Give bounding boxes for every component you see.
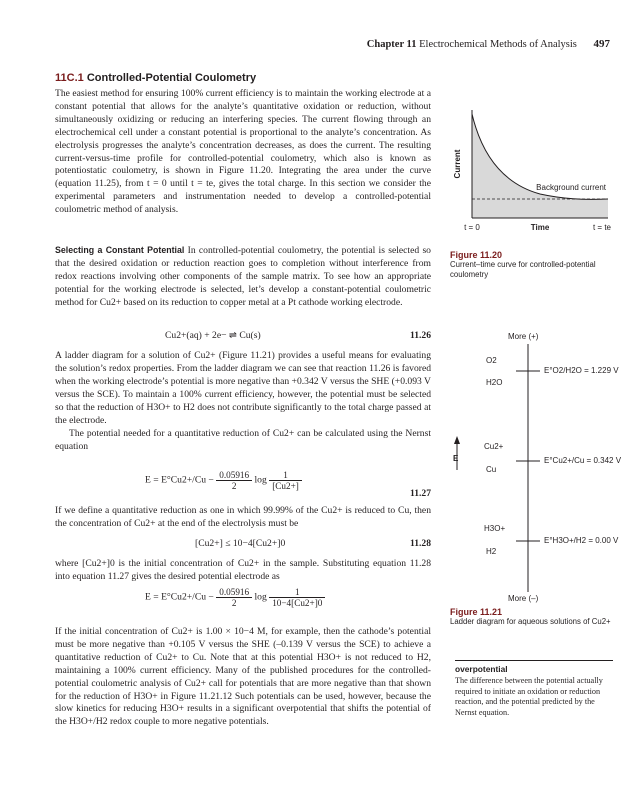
section-title (55, 72, 256, 84)
eq29-fraction-2 (269, 587, 325, 608)
equation-11-29 (55, 587, 431, 623)
x-axis-label: Time (530, 223, 550, 232)
paragraph-4: The potential needed for a quantitative reduction of Cu2+ can be calculated using the Nernst equation (55, 428, 431, 452)
eq29-lhs: E = E°Cu2+/Cu − (145, 591, 214, 603)
equation-11-27 (55, 470, 431, 506)
figure-11-21-label: Figure 11.21 (450, 607, 503, 617)
paragraph-5: If we define a quantitative reduction as one in which 99.99% of the Cu2+ is reduced to Cu, then the concentration of Cu2+ at the end of the electrolysis must be (55, 505, 431, 529)
charge-area (472, 114, 608, 218)
eq27-log: log (254, 474, 267, 486)
t0-label: t = 0 (464, 223, 480, 232)
eq29-frac2-den: 10−4[Cu2+]0 (272, 598, 323, 608)
equation-11-26-number: 11.26 (409, 330, 431, 341)
potential-o2-h2o: E°O2/H2O = 1.229 V (544, 366, 619, 375)
figure-11-20-caption-text: Current–time curve for controlled-potential coulometry (450, 260, 596, 279)
eq29-fraction (216, 587, 252, 608)
ladder-top-label: More (+) (508, 332, 539, 341)
section-number: 11C.1 (55, 72, 84, 84)
chapter-number: Chapter 11 (366, 39, 417, 50)
species-h2o: H2O (486, 378, 503, 387)
margin-note (455, 660, 615, 718)
species-o2: O2 (486, 356, 497, 365)
equation-11-28-text: [Cu2+] ≤ 10−4[Cu2+]0 (195, 538, 286, 549)
equation-11-28-number: 11.28 (409, 538, 431, 549)
eq27-frac2-num: 1 (269, 470, 302, 481)
species-cu: Cu (486, 465, 497, 474)
figure-11-20-plot (448, 104, 618, 244)
eq29-frac-num: 0.05916 (216, 587, 252, 598)
eq27-frac-den: 2 (231, 481, 237, 491)
equation-11-27-number: 11.27 (409, 488, 431, 499)
figure-11-21-ladder (448, 330, 622, 605)
eq27-fraction-2 (269, 470, 302, 491)
figure-11-21-caption-text: Ladder diagram for aqueous solutions of Cu2+ (450, 617, 611, 626)
eq27-fraction (216, 470, 252, 491)
eq29-frac2-num: 1 (269, 587, 325, 598)
chapter-title: Electrochemical Methods of Analysis (419, 39, 577, 50)
paragraph-7: If the initial concentration of Cu2+ is 1.00 × 10−4 M, for example, then the cathode’s potential must be more negative than +0.105 V versus the SHE (–0.139 V versus the SCE) to achieve a quantitative reduction of Cu2+ to Cu. Note that at this potential H3O+ is not reduced to H2, maintaining a 100% current efficiency. Many of the published procedures for the controlled-potential coulometric analysis of Cu2+ call for potentials that are more negative than that shown for the reduction of H3O+ in Figure 11.21.12 Such potentials can be used, however, because the slow kinetics for reducing H3O+ results in a significant overpotential that shifts the potential of the H3O+/H2 redox couple to more negative potentials. (55, 626, 431, 728)
ladder-bottom-label: More (–) (508, 594, 539, 603)
eq29-frac-den: 2 (231, 598, 237, 608)
background-current-label: Background current (536, 183, 606, 192)
species-h2: H2 (486, 547, 497, 556)
te-label: t = te (592, 223, 612, 232)
margin-definition: The difference between the potential actually required to initiate an oxidation or reduction reaction, and the potential predicted by the Nernst equation. (455, 676, 603, 717)
page-header (367, 38, 610, 50)
species-h3o: H3O+ (484, 524, 506, 533)
paragraph-3: A ladder diagram for a solution of Cu2+ (Figure 11.21) provides a useful means for evaluating the solution’s redox properties. From the ladder diagram we can see that reaction 11.26 is favored when the working electrode’s potential is more negative than +0.342 V versus the SHE (+0.093 V versus the SCE). To maintain a 100% current efficiency, however, the potential must be selected so that the reduction of H3O+ to H2 does not contribute significantly to the total charge passed at the electrode. (55, 350, 431, 426)
figure-11-20-label: Figure 11.20 (450, 250, 503, 260)
figure-11-20-caption (450, 250, 618, 280)
subheading-constant-potential: Selecting a Constant Potential (55, 245, 185, 255)
species-cu2: Cu2+ (484, 442, 504, 451)
figure-11-21-caption (450, 607, 618, 627)
e-arrow-head (454, 436, 460, 444)
eq27-frac2-den: [Cu2+] (272, 481, 299, 491)
y-axis-label: Current (453, 149, 462, 179)
section-heading: Controlled-Potential Coulometry (86, 72, 257, 84)
eq29-log: log (254, 591, 267, 603)
potential-h3o-h2: E°H3O+/H2 = 0.00 V (544, 536, 619, 545)
eq27-lhs: E = E°Cu2+/Cu − (145, 474, 214, 486)
paragraph-2 (55, 244, 431, 310)
paragraph-6: where [Cu2+]0 is the initial concentration of Cu2+ in the sample. Substituting equation 11.28 into equation 11.27 gives the desired potential electrode as (55, 558, 431, 582)
equation-11-26-text: Cu2+(aq) + 2e− ⇌ Cu(s) (165, 330, 261, 341)
eq27-frac-num: 0.05916 (216, 470, 252, 481)
potential-cu: E°Cu2+/Cu = 0.342 V (544, 456, 622, 465)
margin-term: overpotential (455, 664, 508, 674)
page-number: 497 (593, 38, 610, 50)
ladder-e-label: E (453, 454, 459, 463)
paragraph-1: The easiest method for ensuring 100% current efficiency is to maintain the working electrode at a constant potential that allows for the analyte’s quantitative oxidation or reduction, without simultaneously oxidizing or reducing an interfering species. The current flowing through an electrochemical cell under a constant potential is proportional to the analyte’s concentration. As electrolysis progresses the analyte’s concentration decreases, as does the current. The resulting current-versus-time profile for controlled-potential coulometry, which also is known as potentiostatic coulometry, is shown in Figure 11.20. Integrating the area under the curve (equation 11.25), from t = 0 until t = te, gives the total charge. In this section we consider the experimental parameters and instrumentation needed to develop a controlled-potential coulometric method of analysis. (55, 88, 431, 216)
paragraph-2-text: In controlled-potential coulometry, the potential is selected so that the desired oxidation or reduction reaction goes to completion without interference from redox reactions involving other components of the sample matrix. To see how an appropriate potential for the working electrode is selected, let’s develop a constant-potential coulometric method for Cu2+ based on its reduction to copper metal at a Pt cathode working electrode. (55, 245, 431, 308)
